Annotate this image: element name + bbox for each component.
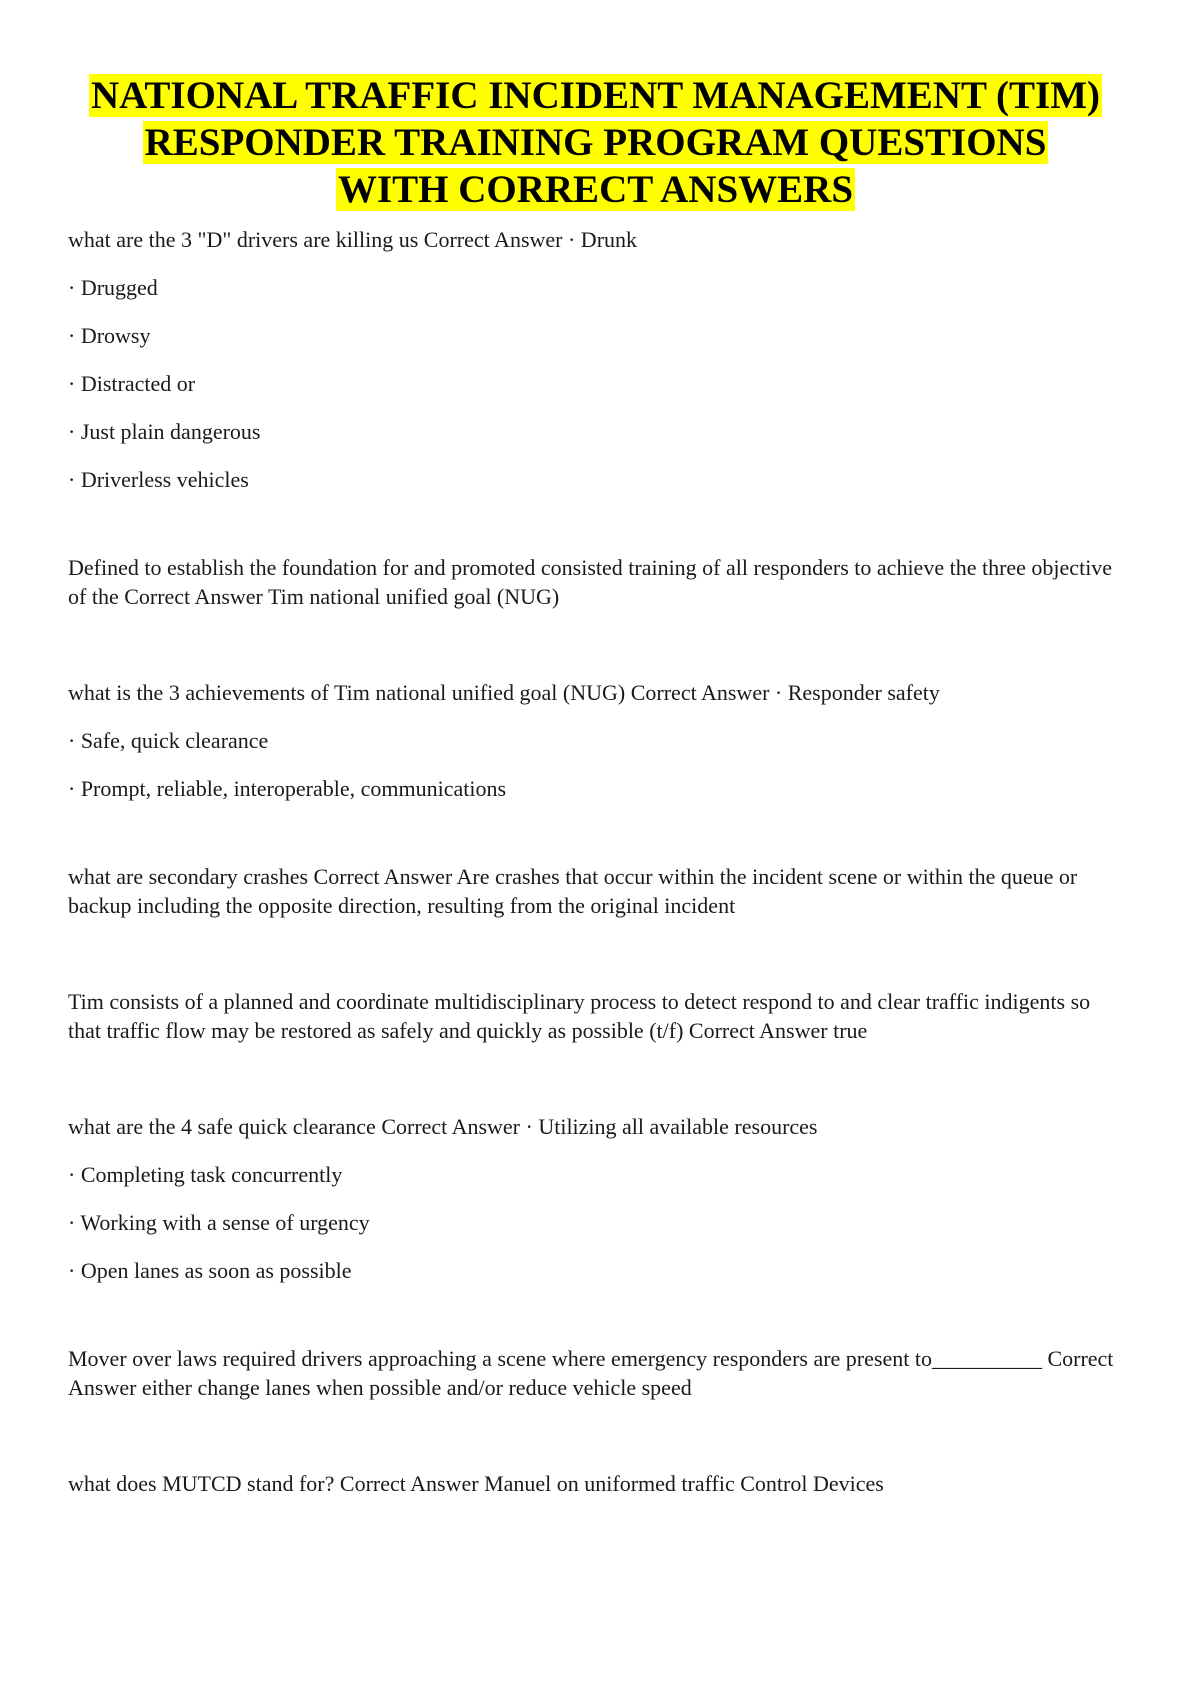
title-line-2: RESPONDER TRAINING PROGRAM QUESTIONS	[144, 121, 1047, 164]
qa-item-2	[68, 553, 1123, 611]
answer-bullet: · Completing task concurrently	[68, 1162, 343, 1187]
answer-bullet: · Prompt, reliable, interoperable, communications	[68, 776, 507, 801]
document-title	[68, 72, 1123, 213]
qa-text: what are secondary crashes Correct Answer Are crashes that occur within the incident scene or within the queue or backup including the opposite direction, resulting from the original incident	[68, 864, 1078, 918]
answer-bullet: · Working with a sense of urgency	[68, 1210, 370, 1235]
qa-item-1	[68, 225, 1123, 494]
qa-text: what is the 3 achievements of Tim national unified goal (NUG) Correct Answer · Responder safety	[68, 680, 940, 705]
answer-bullet: · Distracted or	[68, 371, 196, 396]
title-line-1: NATIONAL TRAFFIC INCIDENT MANAGEMENT (TIM)	[90, 74, 1101, 117]
qa-text: Defined to establish the foundation for and promoted consisted training of all responders to achieve the three objective of the Correct Answer Tim national unified goal (NUG)	[68, 555, 1113, 609]
answer-bullet: · Drowsy	[68, 323, 151, 348]
qa-item-4	[68, 862, 1123, 920]
qa-item-3	[68, 678, 1123, 803]
qa-item-5	[68, 987, 1123, 1045]
qa-text: what are the 4 safe quick clearance Correct Answer · Utilizing all available resources	[68, 1114, 818, 1139]
answer-bullet: · Driverless vehicles	[68, 467, 249, 492]
answer-bullet: · Just plain dangerous	[68, 419, 261, 444]
qa-text: what does MUTCD stand for? Correct Answer Manuel on uniformed traffic Control Devices	[68, 1471, 884, 1496]
qa-text: Tim consists of a planned and coordinate multidisciplinary process to detect respond to and clear traffic indigents so that traffic flow may be restored as safely and quickly as possible (t/f) Correct Answer true	[68, 989, 1091, 1043]
answer-bullet: · Safe, quick clearance	[68, 728, 269, 753]
title-line-3: WITH CORRECT ANSWERS	[337, 168, 854, 211]
answer-bullet: · Open lanes as soon as possible	[68, 1258, 352, 1283]
qa-item-6	[68, 1112, 1123, 1285]
qa-list	[68, 225, 1123, 1498]
answer-bullet: · Drugged	[68, 275, 158, 300]
qa-text: what are the 3 "D" drivers are killing us Correct Answer · Drunk	[68, 227, 638, 252]
qa-item-8	[68, 1469, 1123, 1498]
qa-text: Mover over laws required drivers approaching a scene where emergency responders are present to__________ Correct Answer either change lanes when possible and/or reduce vehicle speed	[68, 1346, 1114, 1400]
qa-item-7	[68, 1344, 1123, 1402]
